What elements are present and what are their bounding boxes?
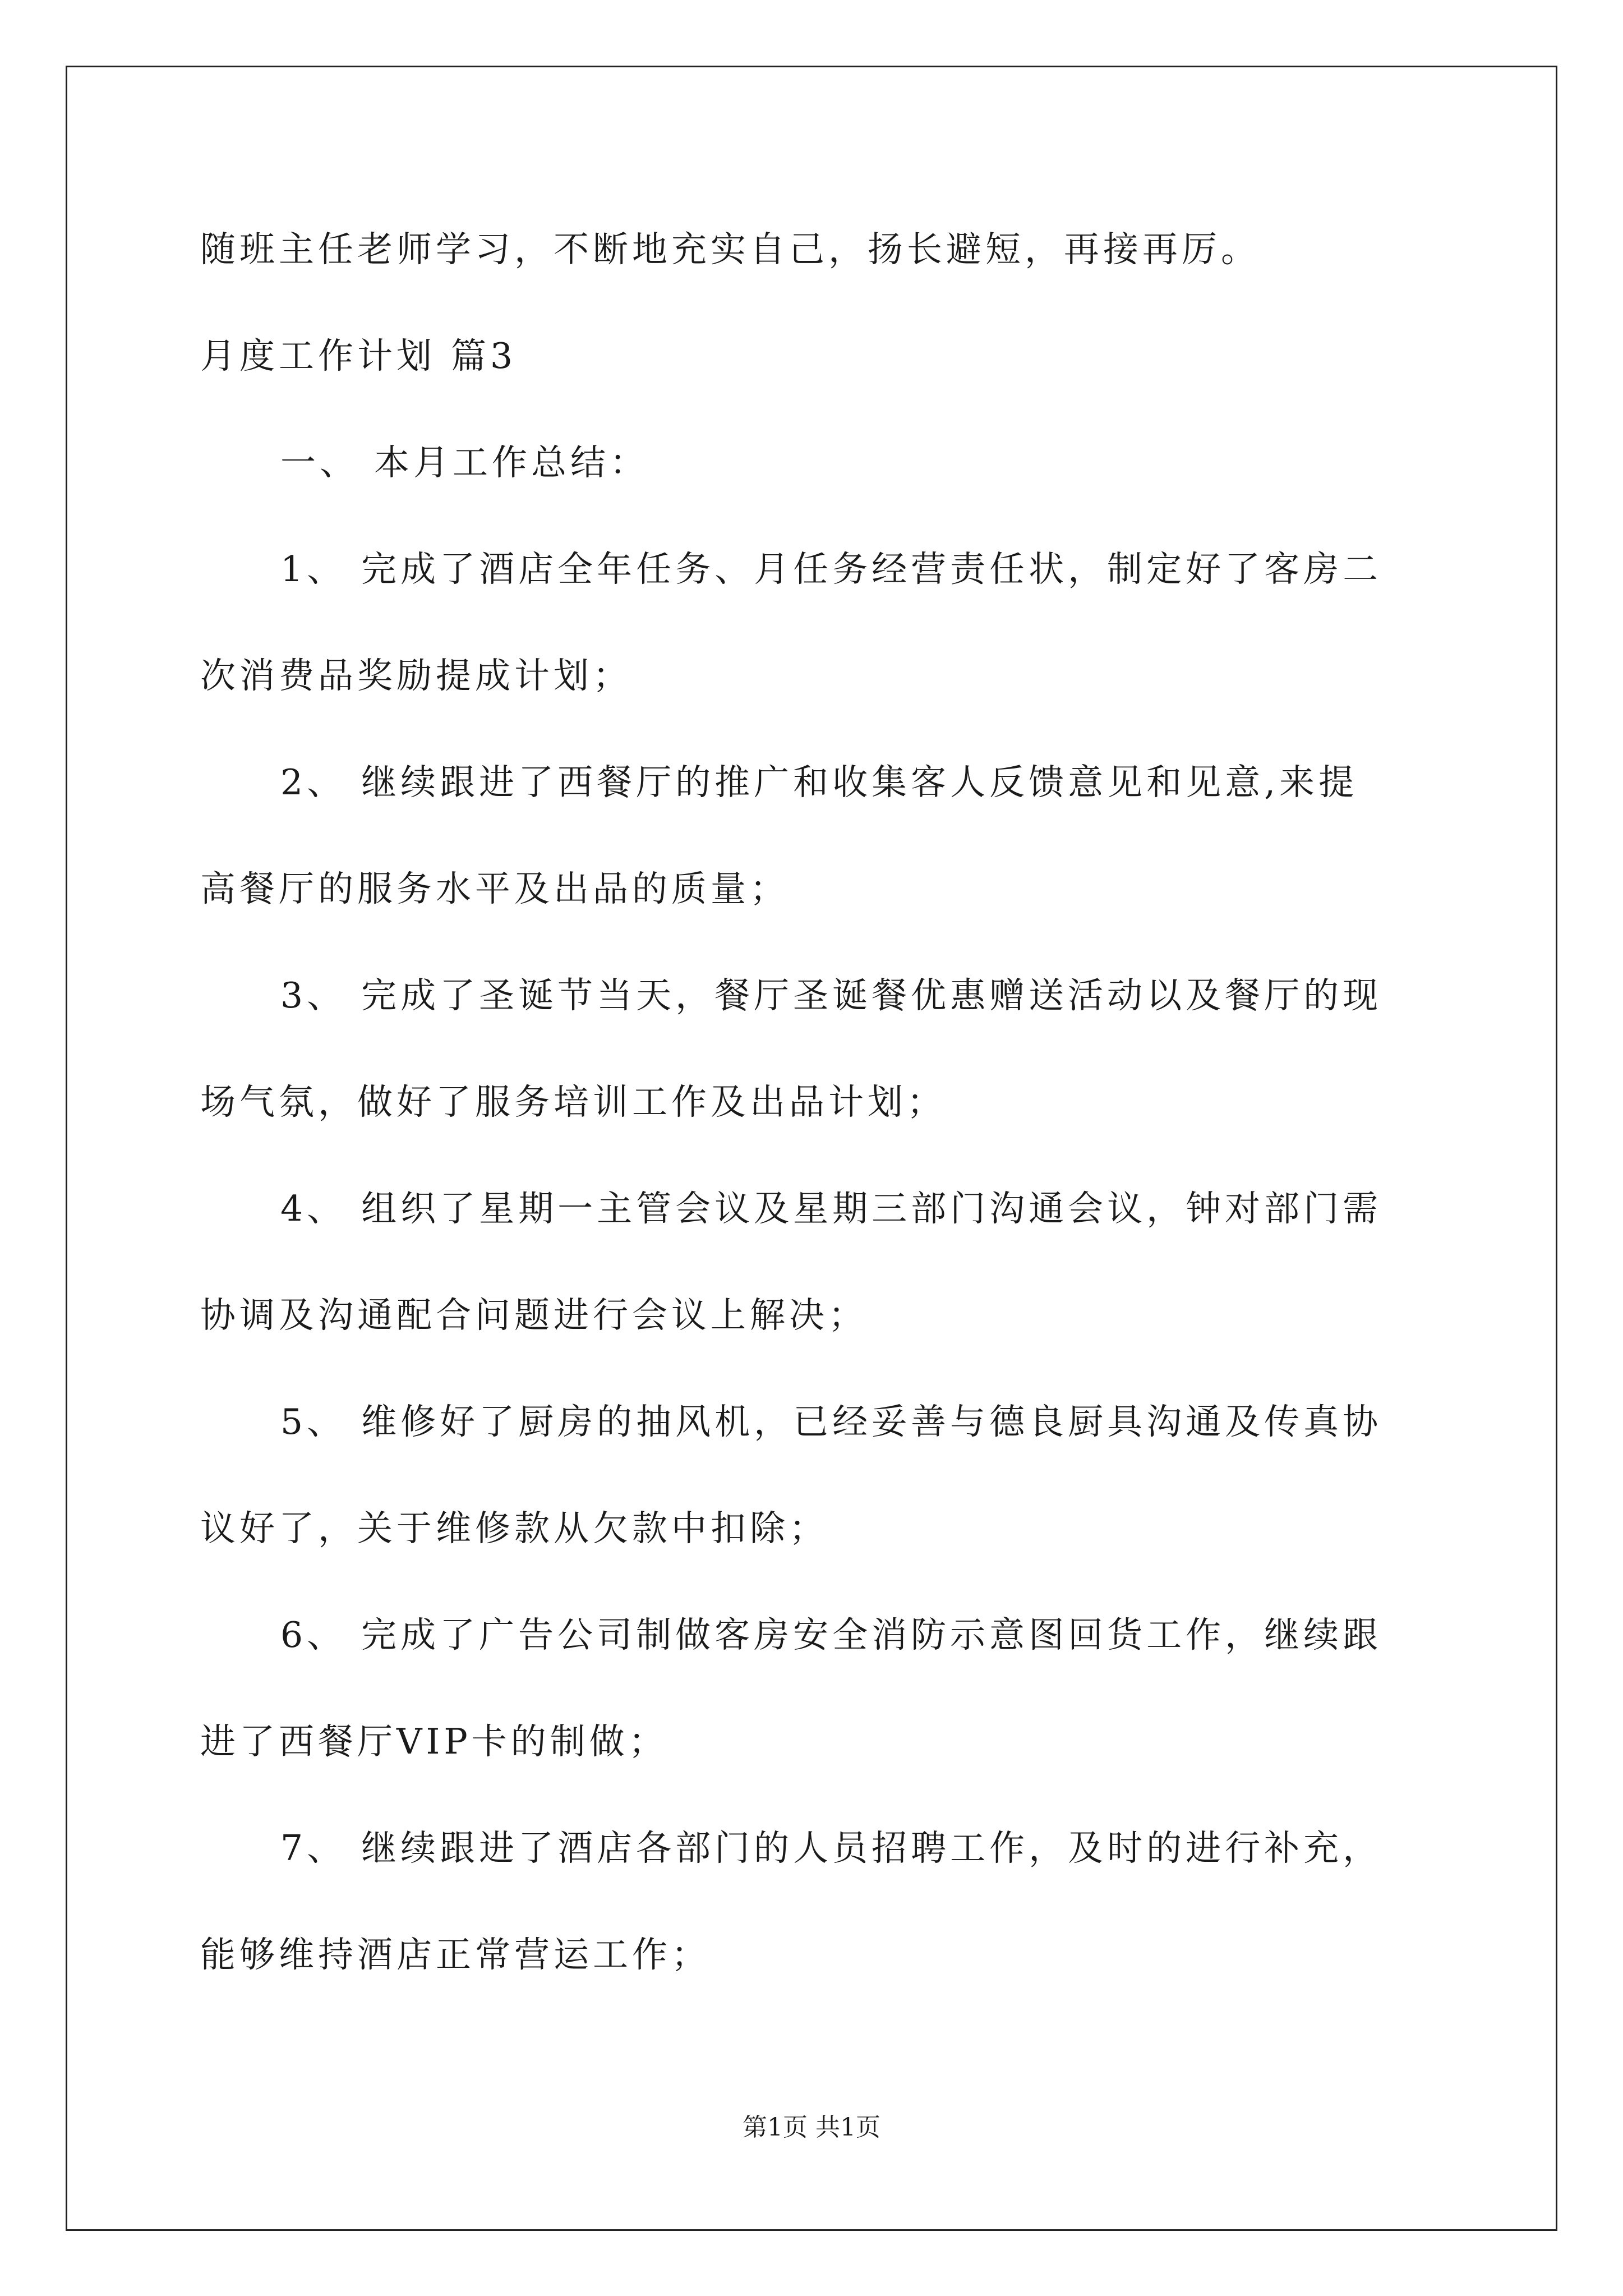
subsection-heading: 一、 本月工作总结：	[280, 442, 649, 483]
page-border	[66, 66, 1557, 2231]
list-item-5-line-1: 5、 维修好了厨房的抽风机，已经妥善与德良厨具沟通及传真协	[280, 1401, 1382, 1442]
list-item-1-line-2: 次消费品奖励提成计划；	[200, 655, 632, 696]
list-item-7-line-2: 能够维持酒店正常营运工作；	[200, 1934, 711, 1975]
list-item-2-line-1: 2、 继续跟进了西餐厅的推广和收集客人反馈意见和见意,来提	[280, 762, 1358, 803]
text-line-continuation: 随班主任老师学习，不断地充实自己，扬长避短，再接再厉。	[200, 229, 1260, 270]
list-item-3-line-2: 场气氛，做好了服务培训工作及出品计划；	[200, 1082, 946, 1122]
list-item-6-line-1: 6、 完成了广告公司制做客房安全消防示意图回货工作，继续跟	[280, 1614, 1382, 1655]
list-item-5-line-2: 议好了，关于维修款从欠款中扣除；	[200, 1508, 828, 1549]
list-item-6-line-2: 进了西餐厅VIP卡的制做；	[200, 1721, 668, 1762]
list-item-7-line-1: 7、 继续跟进了酒店各部门的人员招聘工作，及时的进行补充，	[280, 1828, 1382, 1869]
list-item-1-line-1: 1、 完成了酒店全年任务、月任务经营责任状，制定好了客房二	[280, 549, 1382, 590]
page-footer: 第1页 共1页	[743, 2113, 880, 2142]
list-item-4-line-1: 4、 组织了星期一主管会议及星期三部门沟通会议，钟对部门需	[280, 1188, 1382, 1229]
section-heading: 月度工作计划 篇3	[200, 335, 517, 376]
list-item-3-line-1: 3、 完成了圣诞节当天，餐厅圣诞餐优惠赠送活动以及餐厅的现	[280, 975, 1382, 1016]
list-item-4-line-2: 协调及沟通配合问题进行会议上解决；	[200, 1295, 868, 1336]
list-item-2-line-2: 高餐厅的服务水平及出品的质量；	[200, 868, 789, 909]
